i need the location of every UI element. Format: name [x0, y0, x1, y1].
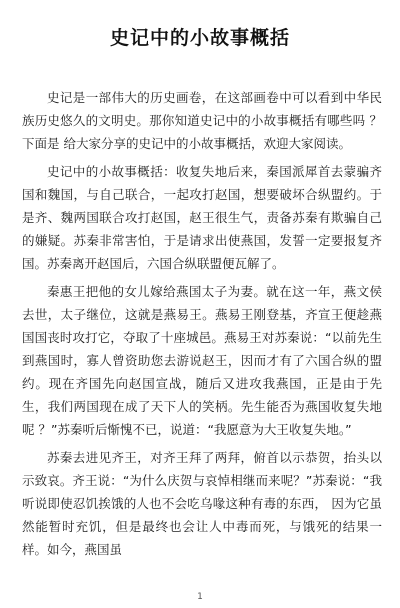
paragraph-story-summary: 史记中的小故事概括：收复失地后来，秦国派犀首去蒙骗齐国和魏国，与自己联合，一起攻打赵国，想要破坏合纵盟约。于是齐、魏两国联合攻打赵国，赵王很生气，责备苏秦有欺骗自己的嫌疑。苏秦非常害怕，于是请求出使燕国，发誓一定要报复齐国。苏秦离开赵国后，六国合纵联盟便瓦解了。	[22, 164, 382, 271]
paragraph-intro: 史记是一部伟大的历史画卷，在这部画卷中可以看到中华民族历史悠久的文明史。那你知道史记中的小故事概括有哪些吗 ？下面是 给大家分享的史记中的小故事概括，欢迎大家阅读。	[22, 90, 382, 151]
paragraph-king-hui: 秦惠王把他的女儿嫁给燕国太子为妻。就在这一年，燕文侯去世，太子继位，这就是燕易王。燕易王刚登基，齐宣王便趁燕国国丧时攻打它，夺取了十座城邑。燕易王对苏秦说：“以前先生到燕国时，寡人曾资助您去游说赵王，因而才有了六国合纵的盟约。现在齐国先向赵国宣战，随后又进攻我燕国，正是由于先生，我们两国现在成了天下人的笑柄。先生能否为燕国收复失地呢 ？”苏秦听后惭愧不已，说道：“我愿意为大王收复失地。”	[22, 284, 382, 437]
paragraph-su-qin-visits-qi: 苏秦去进见齐王，对齐王拜了两拜，俯首以示恭贺，抬头以示致哀。齐王说：“为什么庆贺与哀悼相继而来呢？”苏秦说：“我听说即使忍饥挨饿的人也不会吃乌喙这种有毒的东西， 因为它虽然能暂时充饥，但是最终也会让人中毒而死，与饿死的结果一样。如今，燕国虽	[22, 450, 382, 557]
page-number: 1	[197, 592, 203, 602]
document-body	[22, 86, 382, 566]
document-title: 史记中的小故事概括	[109, 27, 290, 49]
